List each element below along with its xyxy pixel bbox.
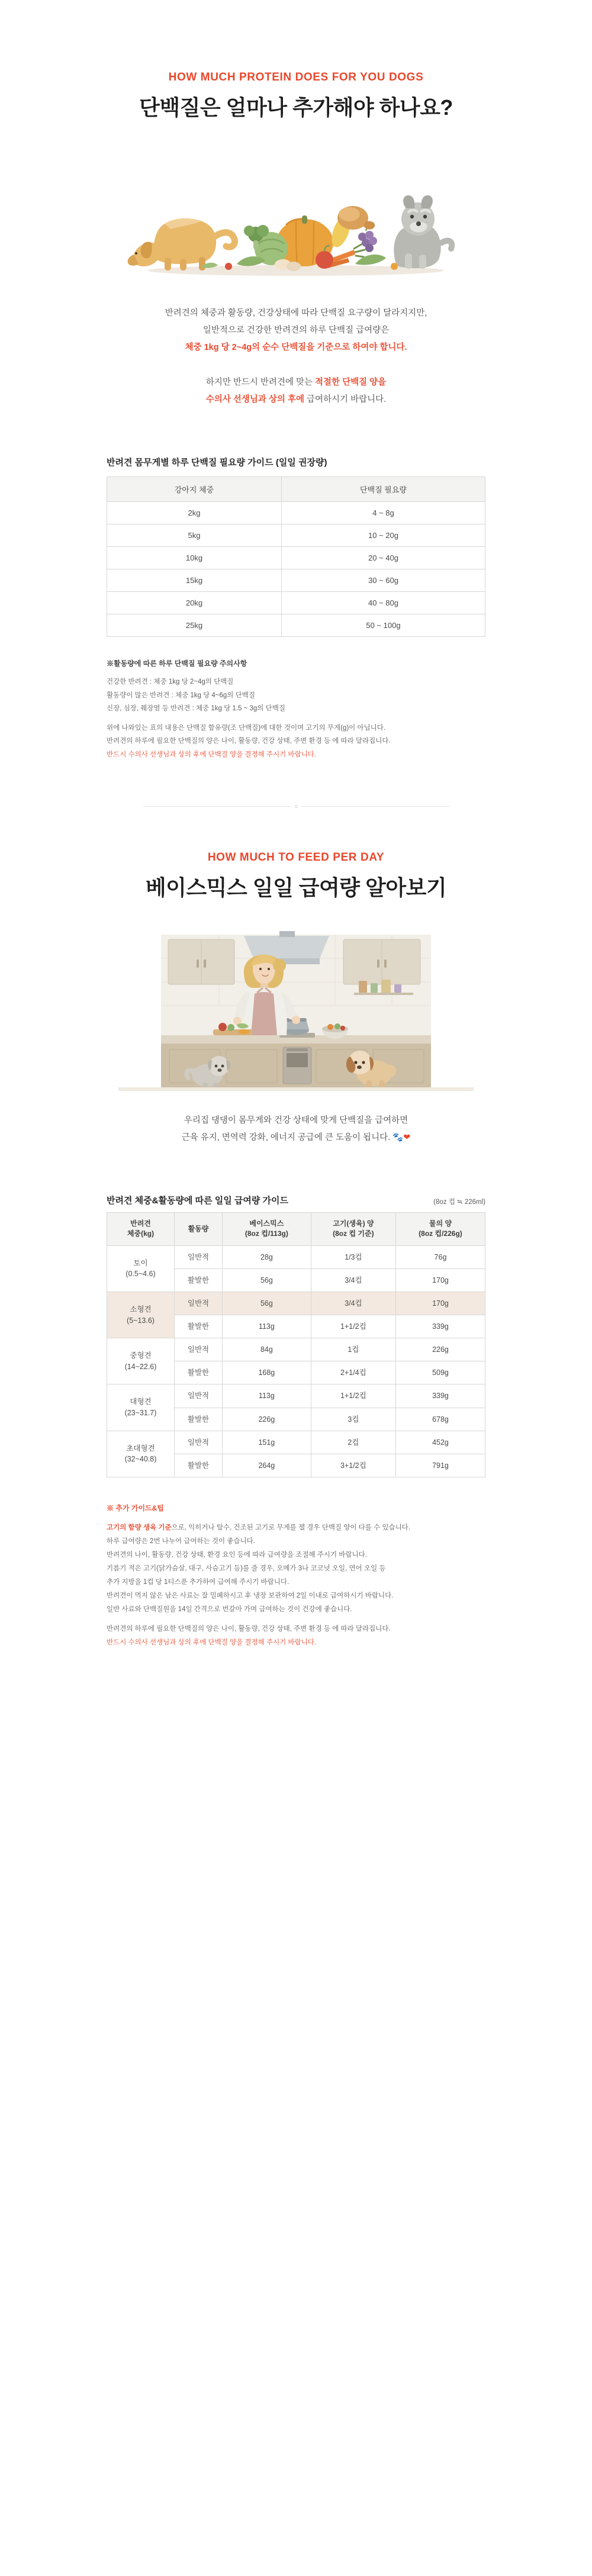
- cell-activity: 일반적: [175, 1292, 223, 1315]
- section2-caption: [0, 1112, 592, 1147]
- intro2-line-1: 하지만 반드시 반려견에 맞는 적절한 단백질 양을: [205, 378, 387, 387]
- illustration-dogs-and-food: [118, 154, 474, 281]
- col-header-protein: 단백질 필요량: [281, 477, 485, 502]
- table-row: [107, 1431, 485, 1454]
- table-row: [107, 524, 485, 547]
- cell-water: 226g: [395, 1338, 485, 1361]
- cell-water: 170g: [395, 1292, 485, 1315]
- cell-meat: 2+1/4컵: [311, 1361, 395, 1384]
- cell-protein: 30 ~ 60g: [281, 569, 485, 592]
- intro-line-2: 일반적으로 건강한 반려견의 하루 단백질 급여량은: [202, 326, 390, 335]
- cell-basemix: 113g: [222, 1384, 311, 1408]
- intro-line-1: 반려견의 체중과 활동량, 건강상태에 따라 단백질 요구량이 달라지지만,: [165, 308, 427, 318]
- paw-icon: 🐾: [392, 1132, 404, 1142]
- tip-line: 일반 사료와 단백질원을 14일 간격으로 번갈아 가며 급여하는 것이 건강에 좋습니다.: [107, 1605, 352, 1613]
- additional-guide-tips: [107, 1501, 485, 1703]
- cell-basemix: 56g: [222, 1292, 311, 1315]
- caption-line-1: 우리집 댕댕이 몸무게와 건강 상태에 맞게 단백질을 급여하면: [184, 1115, 408, 1125]
- cell-water: 678g: [395, 1408, 485, 1431]
- cell-weight: 2kg: [107, 502, 282, 524]
- divider-dot: [295, 805, 298, 808]
- note-line: 위에 나와있는 표의 내용은 단백질 함유량(조 단백질)에 대한 것이며 고기의 무게(g)이 아닙니다.: [107, 724, 386, 732]
- cell-meat: 3+1/2컵: [311, 1454, 395, 1477]
- intro-line-3-highlight: 체중 1kg 당 2~4g의 순수 단백질을 기준으로 하여야 합니다.: [185, 343, 407, 352]
- dogs-food-illustration-svg: [118, 154, 474, 281]
- tip-line: 반려견이 먹지 않은 남은 사료는 잘 밀폐하시고 후 냉장 보관하여 2일 이내로 급여하시기 바랍니다.: [107, 1592, 394, 1599]
- cell-basemix: 226g: [222, 1408, 311, 1431]
- dog-golden: [128, 218, 235, 271]
- tip-line: 반려견의 나이, 활동량, 건강 상태, 환경 요인 등에 따라 급여량을 조절해 주시기 바랍니다.: [107, 1551, 367, 1559]
- section2-header: [0, 810, 592, 901]
- cell-weight: 10kg: [107, 547, 282, 569]
- divider-line-left: [143, 806, 291, 807]
- protein-table-block: [107, 456, 485, 761]
- col-header-activity: 활동량: [175, 1212, 223, 1245]
- tip-line: 하루 급여량은 2번 나누어 급여하는 것이 좋습니다.: [107, 1537, 255, 1545]
- protein-requirement-table: [107, 476, 485, 637]
- col-header-weight: 강아지 체중: [107, 477, 282, 502]
- cell-water: 170g: [395, 1268, 485, 1292]
- feeding-table-title: 반려견 체중&활동량에 따른 일일 급여량 가이드: [107, 1195, 288, 1206]
- table-row: [107, 1384, 485, 1408]
- cell-meat: 1컵: [311, 1338, 395, 1361]
- cell-protein: 20 ~ 40g: [281, 547, 485, 569]
- cell-activity: 활발한: [175, 1268, 223, 1292]
- section1-intro: [0, 305, 592, 356]
- col-header-water: 물의 양 (8oz 컵/226g): [395, 1212, 485, 1245]
- table-header-row: [107, 1212, 485, 1245]
- cell-activity: 활발한: [175, 1361, 223, 1384]
- cell-size: 소형견 (5~13.6): [107, 1292, 175, 1338]
- cell-meat: 3/4컵: [311, 1292, 395, 1315]
- cell-basemix: 113g: [222, 1315, 311, 1338]
- col-header-bodyweight: 반려견 체중(kg): [107, 1212, 175, 1245]
- cell-activity: 일반적: [175, 1338, 223, 1361]
- cell-size: 초대형견 (32~40.8): [107, 1431, 175, 1477]
- divider-line-right: [301, 806, 449, 807]
- section1-intro-2: [0, 374, 592, 408]
- note-line: 신장, 심장, 췌장염 등 반려견 : 체중 1kg 당 1.5 ~ 3g의 단백질: [107, 705, 285, 713]
- cell-water: 791g: [395, 1454, 485, 1477]
- produce-pile: [237, 206, 386, 271]
- daily-feeding-table: [107, 1212, 485, 1477]
- section1-headline: 단백질은 얼마나 추가해야 하나요?: [139, 95, 453, 120]
- col-header-meat: 고기(생육) 양 (8oz 컵 기준): [311, 1212, 395, 1245]
- cell-basemix: 56g: [222, 1268, 311, 1292]
- cell-size: 대형견 (23~31.7): [107, 1384, 175, 1431]
- protein-notes: [107, 657, 485, 761]
- section2-headline: 베이스믹스 일일 급여량 알아보기: [145, 875, 447, 900]
- cell-water: 452g: [395, 1431, 485, 1454]
- table-row: [107, 592, 485, 614]
- kitchen-illustration-svg: [118, 931, 474, 1091]
- cell-meat: 2컵: [311, 1431, 395, 1454]
- protein-table-title: 반려견 몸무게별 하루 단백질 필요량 가이드 (일일 권장량): [107, 458, 327, 468]
- note-line-highlight: 반드시 수의사 선생님과 상의 후에 단백질 양을 결정해 주시기 바랍니다.: [107, 751, 317, 758]
- dog-grey: [394, 195, 452, 269]
- section-divider: [107, 803, 485, 810]
- tips-heading: ※ 추가 가이드&팁: [107, 1503, 164, 1512]
- cell-protein: 40 ~ 80g: [281, 592, 485, 614]
- section2-eyebrow: HOW MUCH TO FEED PER DAY: [207, 851, 385, 864]
- tip-line: 추가 지방을 1컵 당 1티스푼 추가하여 급여해 주시기 바랍니다.: [107, 1578, 289, 1586]
- cell-activity: 활발한: [175, 1315, 223, 1338]
- cell-meat: 3/4컵: [311, 1268, 395, 1292]
- cell-water: 339g: [395, 1315, 485, 1338]
- heart-icon: ❤: [403, 1132, 411, 1142]
- note-line: 반려견의 하루에 필요한 단백질의 양은 나이, 활동량, 건강 상태, 주변 환경 등 에 따라 달라집니다.: [107, 738, 391, 745]
- notes-heading: ※활동량에 따른 하루 단백질 필요량 주의사항: [107, 659, 247, 668]
- cell-water: 76g: [395, 1245, 485, 1268]
- tip-line: 반려견의 하루에 필요한 단백질의 양은 나이, 활동량, 건강 상태, 주변 환경 등 에 따라 달라집니다.: [107, 1625, 391, 1632]
- table-row: [107, 569, 485, 592]
- table-row-highlighted: [107, 1292, 485, 1315]
- cell-basemix: 151g: [222, 1431, 311, 1454]
- cell-water: 339g: [395, 1384, 485, 1408]
- cell-activity: 활발한: [175, 1408, 223, 1431]
- section1-eyebrow: HOW MUCH PROTEIN DOES FOR YOU DOGS: [168, 71, 424, 83]
- cell-size: 중형견 (14~22.6): [107, 1338, 175, 1384]
- feeding-table-block: [107, 1194, 485, 1703]
- tip-line-highlight: 반드시 수의사 선생님과 상의 후에 단백질 양을 결정해 주시기 바랍니다.: [107, 1638, 317, 1646]
- feeding-table-header-row: [107, 1194, 485, 1206]
- cell-weight: 20kg: [107, 592, 282, 614]
- cell-meat: 1+1/2컵: [311, 1315, 395, 1338]
- cell-size: 토이 (0.5~4.6): [107, 1245, 175, 1292]
- tip-line: 기름기 적은 고기(닭가슴살, 대구, 사슴고기 등)를 줄 경우, 오메가 3나 코코넛 오일, 연어 오일 등: [107, 1564, 386, 1572]
- illustration-kitchen-cooking: [118, 931, 474, 1091]
- cell-meat: 1/3컵: [311, 1245, 395, 1268]
- cell-activity: 활발한: [175, 1454, 223, 1477]
- col-header-basemix: 베이스믹스 (8oz 컵/113g): [222, 1212, 311, 1245]
- cell-basemix: 168g: [222, 1361, 311, 1384]
- table-row: [107, 547, 485, 569]
- cell-weight: 15kg: [107, 569, 282, 592]
- cell-weight: 25kg: [107, 614, 282, 637]
- tip-line: 고기의 함량 생육 기준으로, 익히거나 탈수, 건조된 고기로 무게를 잴 경우 단백질 양이 다를 수 있습니다.: [107, 1524, 410, 1531]
- cell-meat: 1+1/2컵: [311, 1384, 395, 1408]
- cell-protein: 10 ~ 20g: [281, 524, 485, 547]
- cell-basemix: 84g: [222, 1338, 311, 1361]
- cell-protein: 50 ~ 100g: [281, 614, 485, 637]
- cell-activity: 일반적: [175, 1384, 223, 1408]
- table-row: [107, 502, 485, 524]
- cell-water: 509g: [395, 1361, 485, 1384]
- table-row: [107, 1338, 485, 1361]
- cell-meat: 3컵: [311, 1408, 395, 1431]
- cell-activity: 일반적: [175, 1245, 223, 1268]
- cell-protein: 4 ~ 8g: [281, 502, 485, 524]
- caption-line-2: 근육 유지, 면역력 강화, 에너지 공급에 큰 도움이 됩니다. 🐾❤: [181, 1132, 411, 1142]
- table-header-row: [107, 477, 485, 502]
- cell-basemix: 264g: [222, 1454, 311, 1477]
- note-line: 활동량이 많은 반려견 : 체중 1kg 당 4~6g의 단백질: [107, 691, 255, 699]
- intro2-line-2: 수의사 선생님과 상의 후에 급여하시기 바랍니다.: [205, 395, 387, 404]
- cell-basemix: 28g: [222, 1245, 311, 1268]
- feeding-table-unit: (8oz 컵 ≒ 226ml): [433, 1198, 485, 1206]
- section1-header: [0, 0, 592, 121]
- table-row: [107, 614, 485, 637]
- cell-weight: 5kg: [107, 524, 282, 547]
- cell-activity: 일반적: [175, 1431, 223, 1454]
- table-row: [107, 1245, 485, 1268]
- note-line: 건강한 반려견 : 체중 1kg 당 2~4g의 단백질: [107, 678, 234, 686]
